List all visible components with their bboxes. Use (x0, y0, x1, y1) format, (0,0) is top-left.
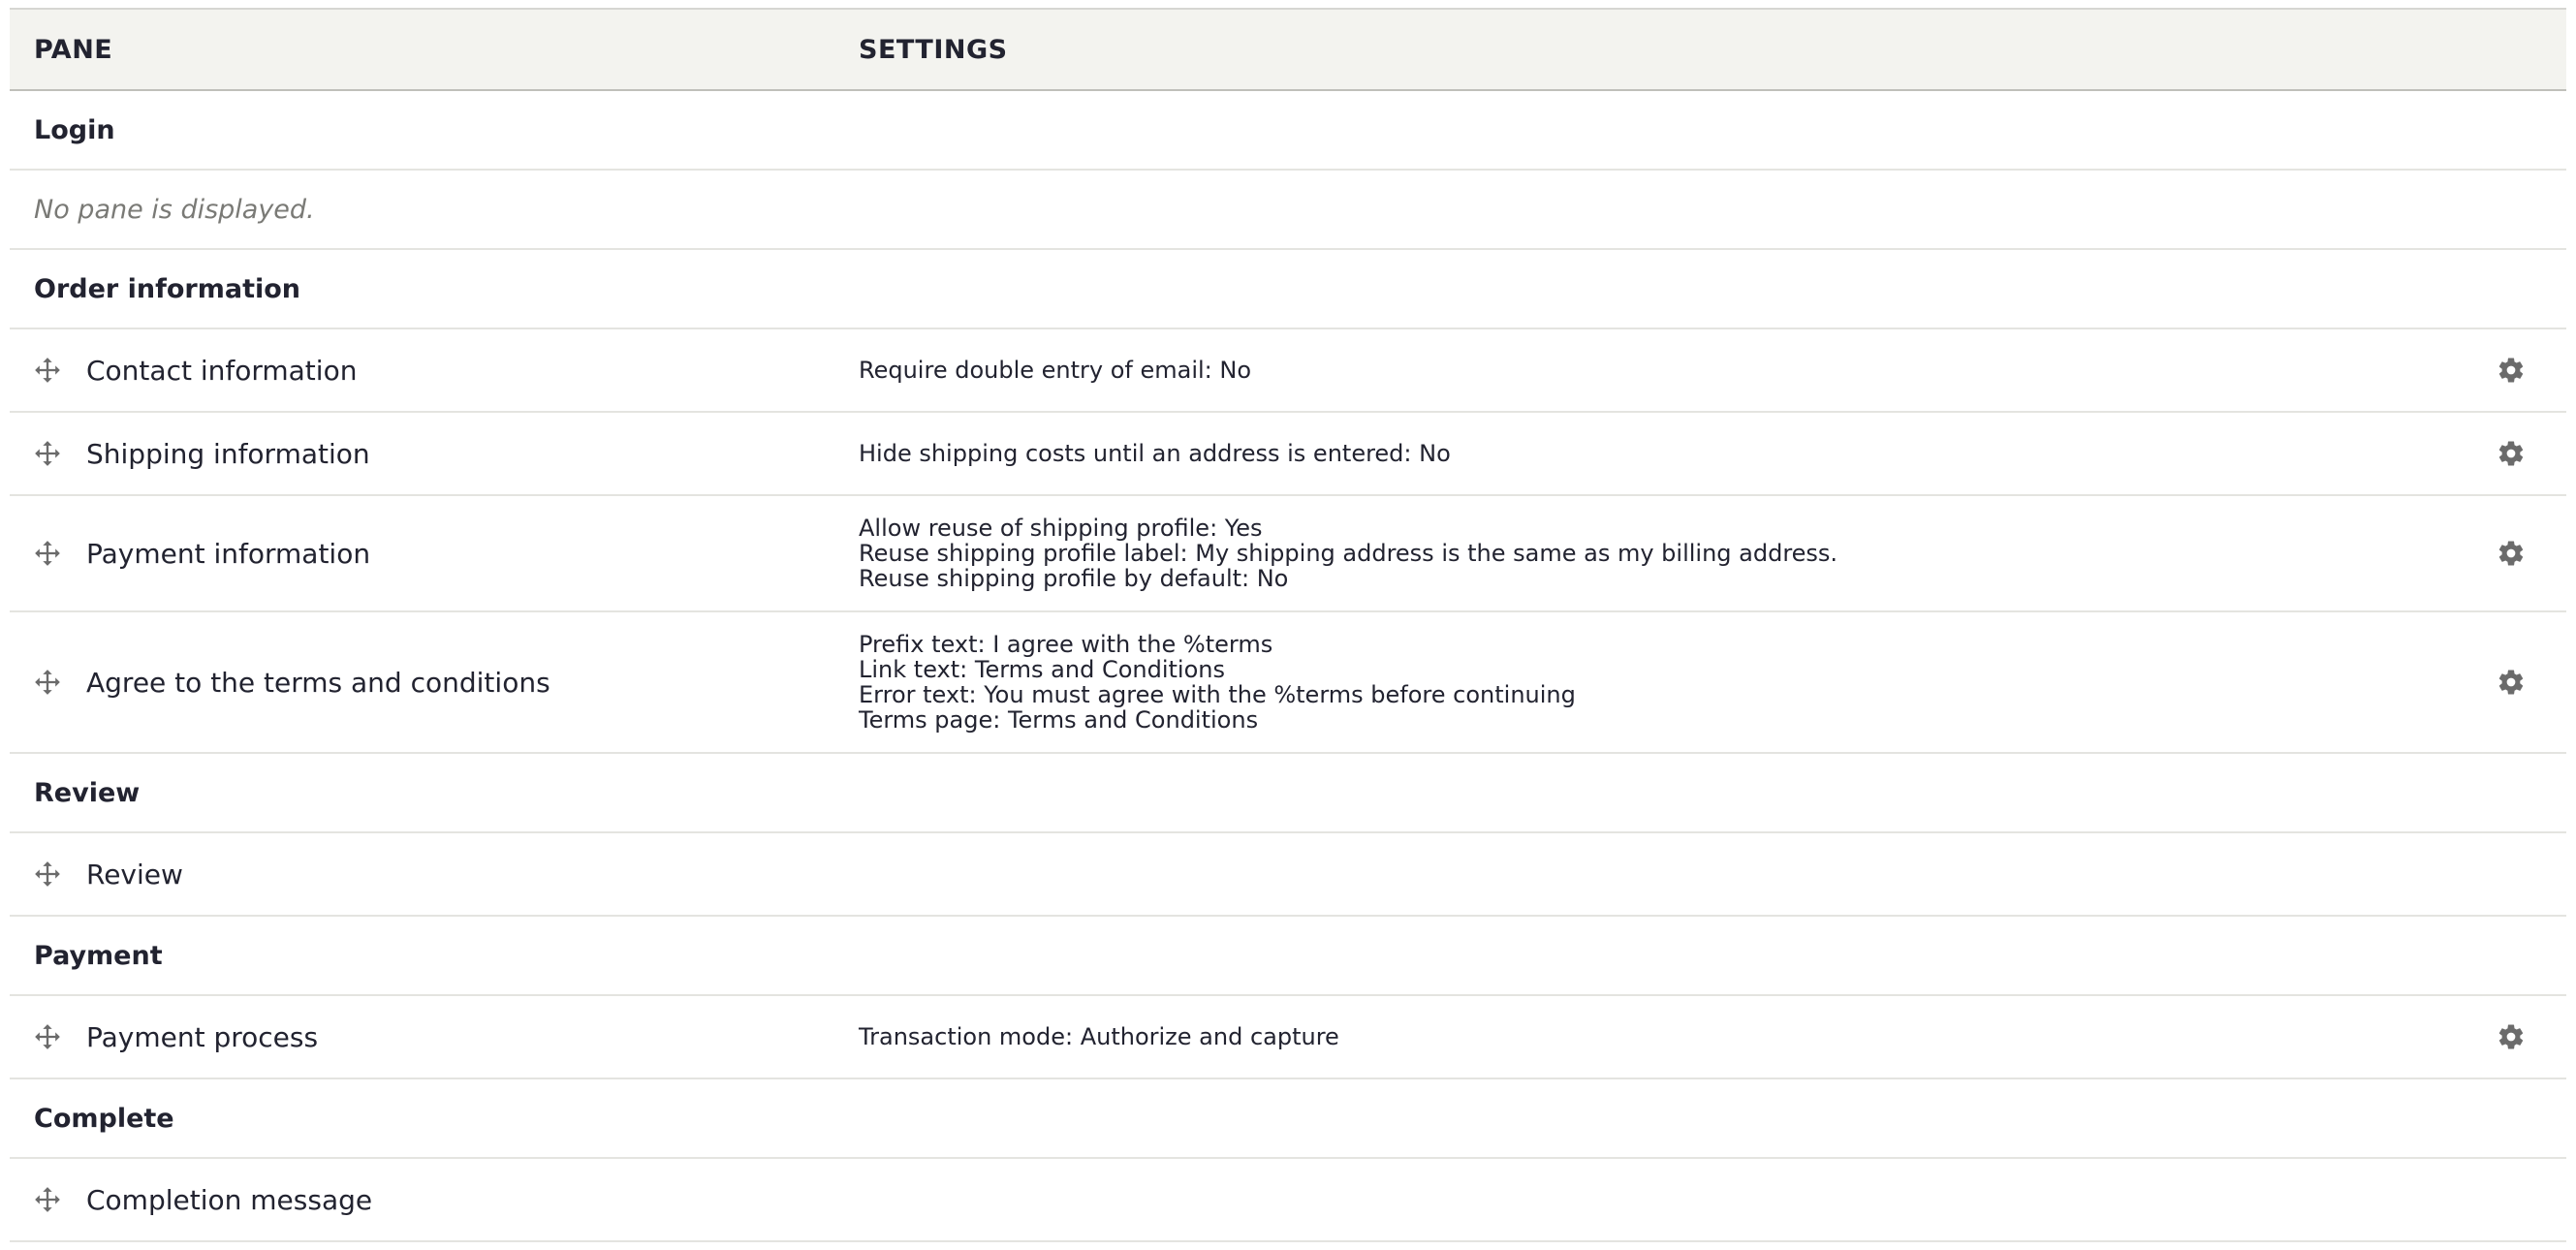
settings-line: Link text: Terms and Conditions (859, 656, 1225, 683)
pane-settings-summary (859, 1024, 1339, 1049)
pane-row-payment-process (10, 996, 2566, 1079)
pane-row-terms-and-conditions (10, 612, 2566, 754)
gear-icon[interactable] (2497, 356, 2526, 385)
move-arrows-icon[interactable] (34, 357, 61, 384)
region-complete (10, 1079, 2566, 1159)
pane-row-shipping-information (10, 413, 2566, 496)
region-title-payment: Payment (34, 940, 163, 971)
region-payment (10, 917, 2566, 996)
pane-row-payment-information (10, 496, 2566, 612)
pane-settings-summary (859, 358, 1251, 383)
move-arrows-icon[interactable] (34, 669, 61, 696)
pane-settings-summary (859, 441, 1451, 466)
pane-label: Payment process (86, 1020, 319, 1053)
table-header (10, 10, 2566, 91)
settings-line: Reuse shipping profile by default: No (859, 565, 1289, 592)
move-arrows-icon[interactable] (34, 1186, 61, 1213)
header-pane: PANE (34, 34, 113, 65)
region-title-complete: Complete (34, 1103, 174, 1134)
move-arrows-icon[interactable] (34, 1023, 61, 1050)
pane-row-contact-information (10, 329, 2566, 413)
settings-line: Reuse shipping profile label: My shipping address is the same as my billing address. (859, 540, 1838, 567)
settings-line: Transaction mode: Authorize and capture (859, 1023, 1339, 1050)
pane-settings-summary (859, 632, 1576, 733)
pane-label: Agree to the terms and conditions (86, 666, 550, 699)
region-order-information (10, 250, 2566, 329)
region-login-empty (10, 171, 2566, 250)
header-settings: SETTINGS (859, 34, 1008, 65)
pane-label: Review (86, 858, 183, 891)
settings-line: Error text: You must agree with the %terms before continuing (859, 681, 1576, 708)
gear-icon[interactable] (2497, 439, 2526, 468)
checkout-panes-table (10, 8, 2566, 1242)
gear-icon[interactable] (2497, 1022, 2526, 1051)
region-title-review: Review (34, 777, 141, 808)
pane-settings-summary (859, 516, 1838, 591)
settings-line: Prefix text: I agree with the %terms (859, 631, 1273, 658)
region-login (10, 91, 2566, 171)
settings-line: Hide shipping costs until an address is entered: No (859, 440, 1451, 467)
settings-line: Require double entry of email: No (859, 357, 1252, 384)
move-arrows-icon[interactable] (34, 860, 61, 888)
pane-label: Shipping information (86, 437, 370, 470)
gear-icon[interactable] (2497, 539, 2526, 568)
region-title-login: Login (34, 114, 115, 145)
settings-line: Terms page: Terms and Conditions (859, 706, 1259, 734)
pane-label: Completion message (86, 1183, 373, 1216)
pane-label: Contact information (86, 354, 358, 387)
move-arrows-icon[interactable] (34, 540, 61, 567)
move-arrows-icon[interactable] (34, 440, 61, 467)
region-review (10, 754, 2566, 833)
gear-icon[interactable] (2497, 668, 2526, 697)
pane-row-completion-message (10, 1159, 2566, 1242)
empty-message: No pane is displayed. (34, 194, 315, 225)
region-title-order-information: Order information (34, 273, 300, 304)
pane-row-review (10, 833, 2566, 917)
settings-line: Allow reuse of shipping profile: Yes (859, 515, 1263, 542)
pane-label: Payment information (86, 537, 371, 570)
